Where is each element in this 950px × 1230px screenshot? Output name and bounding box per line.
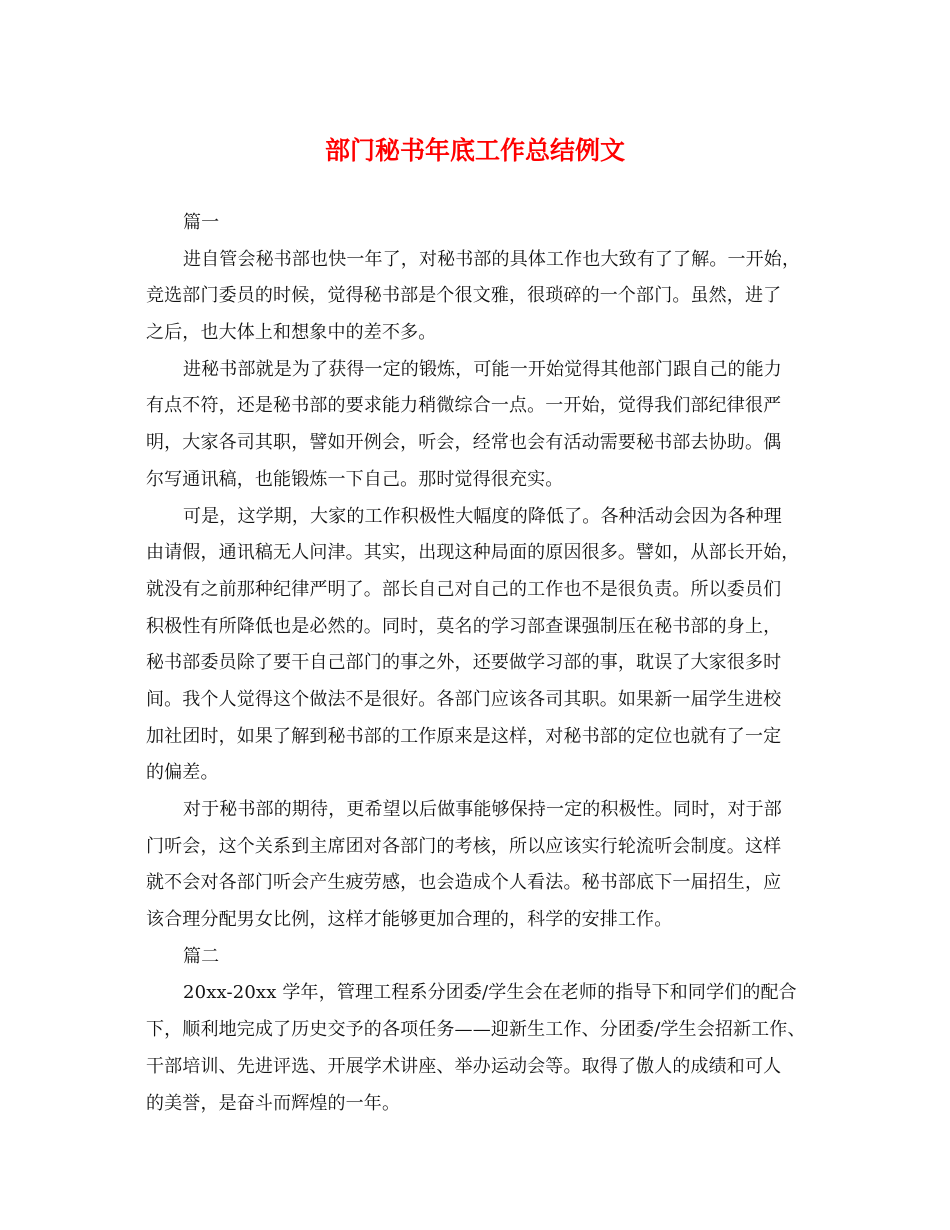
paragraph-line: 的美誉，是奋斗而辉煌的一年。 bbox=[146, 1092, 401, 1114]
paragraph-line: 积极性有所降低也是必然的。同时，莫名的学习部查课强制压在秘书部的身上， bbox=[146, 615, 782, 637]
paragraph-line: 尔写通讯稿，也能锻炼一下自己。那时觉得很充实。 bbox=[146, 468, 564, 490]
paragraph-line: 之后，也大体上和想象中的差不多。 bbox=[146, 322, 437, 344]
paragraph-line: 可是，这学期，大家的工作积极性大幅度的降低了。各种活动会因为各种理 bbox=[183, 505, 782, 527]
paragraph-line: 就不会对各部门听会产生疲劳感，也会造成个人看法。秘书部底下一届招生，应 bbox=[146, 872, 782, 894]
paragraph-line: 竞选部门委员的时候，觉得秘书部是个很文雅，很琐碎的一个部门。虽然，进了 bbox=[146, 285, 782, 307]
paragraph-line: 的偏差。 bbox=[146, 762, 219, 784]
paragraph-line: 间。我个人觉得这个做法不是很好。各部门应该各司其职。如果新一届学生进校 bbox=[146, 688, 782, 710]
paragraph-line: 秘书部委员除了要干自己部门的事之外，还要做学习部的事，耽误了大家很多时 bbox=[146, 652, 782, 674]
document-title: 部门秘书年底工作总结例文 bbox=[324, 136, 625, 165]
paragraph-line: 下，顺利地完成了历史交予的各项任务——迎新生工作、分团委/学生会招新工作、 bbox=[146, 1019, 806, 1041]
paragraph-line: 由请假，通讯稿无人问津。其实，出现这种局面的原因很多。譬如，从部长开始， bbox=[146, 542, 800, 564]
paragraph-line: 加社团时，如果了解到秘书部的工作原来是这样，对秘书部的定位也就有了一定 bbox=[146, 725, 782, 747]
paragraph-line: 该合理分配男女比例，这样才能够更加合理的，科学的安排工作。 bbox=[146, 909, 673, 931]
paragraph-line: 进秘书部就是为了获得一定的锻炼，可能一开始觉得其他部门跟自己的能力 bbox=[183, 358, 782, 380]
section-heading: 篇二 bbox=[183, 945, 220, 967]
section-heading: 篇一 bbox=[183, 212, 220, 233]
paragraph-line: 进自管会秘书部也快一年了，对秘书部的具体工作也大致有了了解。一开始， bbox=[183, 248, 801, 270]
paragraph-line: 干部培训、先进评选、开展学术讲座、举办运动会等。取得了傲人的成绩和可人 bbox=[146, 1055, 782, 1077]
document-body bbox=[146, 205, 816, 1122]
paragraph-line: 门听会，这个关系到主席团对各部门的考核，所以应该实行轮流听会制度。这样 bbox=[146, 835, 782, 857]
paragraph-line: 20xx-20xx 学年，管理工程系分团委/学生会在老师的指导下和同学们的配合 bbox=[183, 982, 797, 1004]
paragraph-line: 对于秘书部的期待，更希望以后做事能够保持一定的积极性。同时，对于部 bbox=[183, 799, 782, 820]
paragraph-line: 有点不符，还是秘书部的要求能力稍微综合一点。一开始，觉得我们部纪律很严 bbox=[146, 395, 782, 417]
paragraph-line: 就没有之前那种纪律严明了。部长自己对自己的工作也不是很负责。所以委员们 bbox=[146, 578, 782, 600]
paragraph-line: 明，大家各司其职，譬如开例会，听会，经常也会有活动需要秘书部去协助。偶 bbox=[146, 432, 782, 454]
